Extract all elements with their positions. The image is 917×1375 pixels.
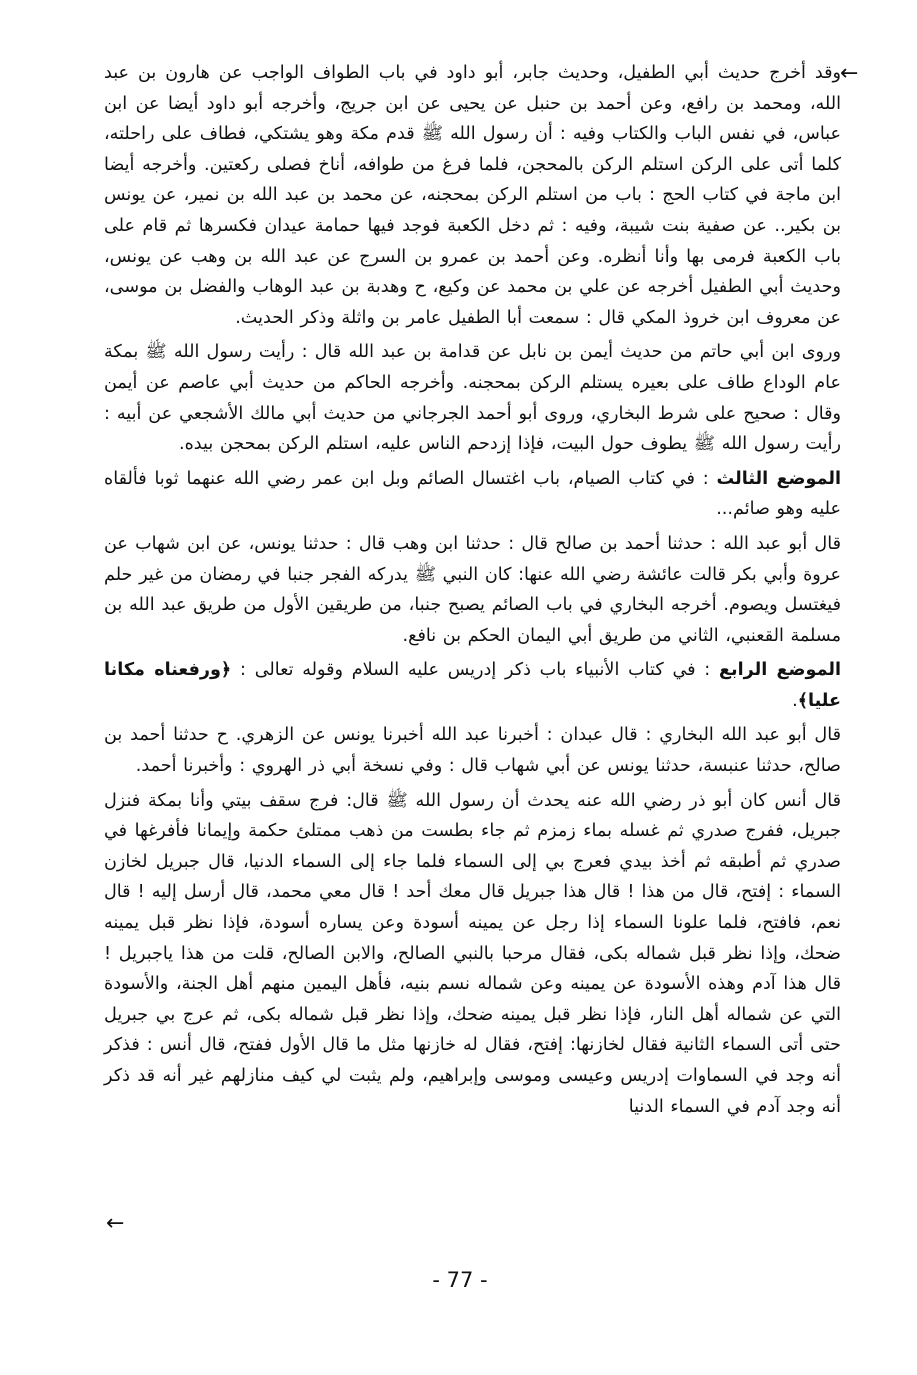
paragraph-isra-hadith: قال أنس كان أبو ذر رضي الله عنه يحدث أن رسول الله ﷺ قال: فرج سقف بيتي وأنا بمكة فنزل جبريل، ففرج صدري ثم غسله بماء زمزم ثم جاء بطست من ذهب ممتلئ حكمة وإيمانا فأفرغها في صدري ثم أطبقه ثم أخذ بيدي فعرج بي إلى السماء فلما جاء إلى السماء الدنيا، قال جبريل لخازن السماء : إفتح، قال من هذا ! قال هذا جبريل قال معك أحد ! قال معي محمد، قال أرسل إليه ! قال نعم، فافتح، فلما علونا السماء إذا رجل عن يمينه أسودة وعن يساره أسودة، فإذا نظر قبل يمينه ضحك، وإذا نظر قبل شماله بكى، فقال مرحبا بالنبي الصالح، والابن الصالح، قلت من هذا ياجبريل ! قال هذا آدم وهذه الأسودة عن يمينه وعن شماله نسم بنيه، فأهل اليمين منهم أهل الجنة، والأسودة التي عن شماله أهل النار، فإذا نظر قبل يمينه ضحك، وإذا نظر قبل شماله بكى، ثم عرج بي جبريل حتى أتى السماء الثانية فقال لخازنها: إفتح، فقال له خازنها مثل ما قال الأول ففتح، قال أنس : فذكر أنه وجد في السماوات إدريس وعيسى وموسى وإبراهيم، ولم يثبت لي كيف منازلهم غير أنه قد ذكر أنه وجد آدم في السماء الدنيا xyxy=(104,790,841,1117)
page-number: - 77 - xyxy=(432,1268,488,1292)
quran-verse-quote: ﴿ورفعناه مكانا عليا﴾ xyxy=(104,660,841,711)
paragraph-ibn-abi-hatim: وروى ابن أبي حاتم من حديث أيمن بن نابل عن قدامة بن عبد الله قال : رأيت رسول الله ﷺ بمكة عام الوداع طاف على بعيره يستلم الركن بمحجنه. وأخرجه الحاكم من حديث أبي عاصم عن أيمن وقال : صحيح على شرط البخاري، وروى أبو أحمد الجرجاني من حديث أبي مالك الأشجعي عن أبيه : رأيت رسول الله ﷺ يطوف حول البيت، فإذا إزدحم الناس عليه، استلم الركن بمحجن بيده. xyxy=(104,342,841,455)
paragraph-third-location xyxy=(104,464,841,525)
third-location-heading: الموضع الثالث xyxy=(716,468,841,489)
third-location-text: : في كتاب الصيام، باب اغتسال الصائم وبل ابن عمر رضي الله عنهما ثوبا فألقاه عليه وهو صائم... xyxy=(104,468,841,520)
page-body-text xyxy=(104,58,841,1126)
fourth-location-heading: الموضع الرابع xyxy=(718,660,841,681)
paragraph-aisha-hadith: قال أبو عبد الله : حدثنا أحمد بن صالح قال : حدثنا ابن وهب قال : حدثنا يونس، عن ابن شهاب عن عروة وأبي بكر قالت عائشة رضي الله عنها: كان النبي ﷺ يدركه الفجر جنبا في رمضان من غير حلم فيغتسل ويصوم. أخرجه البخاري في باب الصائم يصبح جنبا، من طريقين الأول من طريق عبد الله بن مسلمة القعنبي، الثاني من طريق أبي اليمان الحكم بن نافع. xyxy=(104,533,841,646)
paragraph-bukhari-chain: قال أبو عبد الله البخاري : قال عبدان : أخبرنا عبد الله أخبرنا يونس عن الزهري. ح حدثنا أحمد بن صالح، حدثنا عنبسة، حدثنا يونس عن أبي شهاب قال : وفي نسخة أبي ذر الهروي : وأخبرنا أحمد. xyxy=(104,725,841,777)
continuation-arrow-top-icon: ← xyxy=(840,61,859,86)
continuation-arrow-bottom-icon: ← xyxy=(106,1211,125,1236)
fourth-location-end: . xyxy=(792,690,798,711)
paragraph-abu-tufayl-hadith: وقد أخرج حديث أبي الطفيل، وحديث جابر، أبو داود في باب الطواف الواجب عن هارون بن عبد الله، ومحمد بن رافع، وعن أحمد بن حنبل عن يحيى عن ابن جريج، وأخرجه أبو داود أيضا عن ابن عباس، في نفس الباب والكتاب وفيه : أن رسول الله ﷺ قدم مكة وهو يشتكي، فطاف على راحلته، كلما أتى على الركن استلم الركن بالمحجن، فلما فرغ من طوافه، أناخ فصلى ركعتين. وأخرجه أيضا ابن ماجة في كتاب الحج : باب من استلم الركن بمحجنه، عن محمد بن عبد الله بن نمير، عن يونس بن بكير.. عن صفية بنت شيبة، وفيه : ثم دخل الكعبة فوجد فيها حمامة عيدان فكسرها ثم قام على باب الكعبة فرمى بها وأنا أنظره. وعن أحمد بن عمرو بن السرج عن عبد الله بن وهب عن يونس، وحديث أبي الطفيل أخرجه عن علي بن محمد عن وكيع، ح وهدبة بن عبد الوهاب والفضل بن موسى، عن معروف ابن خروذ المكي قال : سمعت أبا الطفيل عامر بن واثلة وذكر الحديث. xyxy=(104,63,841,328)
paragraph-fourth-location xyxy=(104,655,841,716)
fourth-location-text: : في كتاب الأنبياء باب ذكر إدريس عليه السلام وقوله تعالى : xyxy=(231,660,719,681)
